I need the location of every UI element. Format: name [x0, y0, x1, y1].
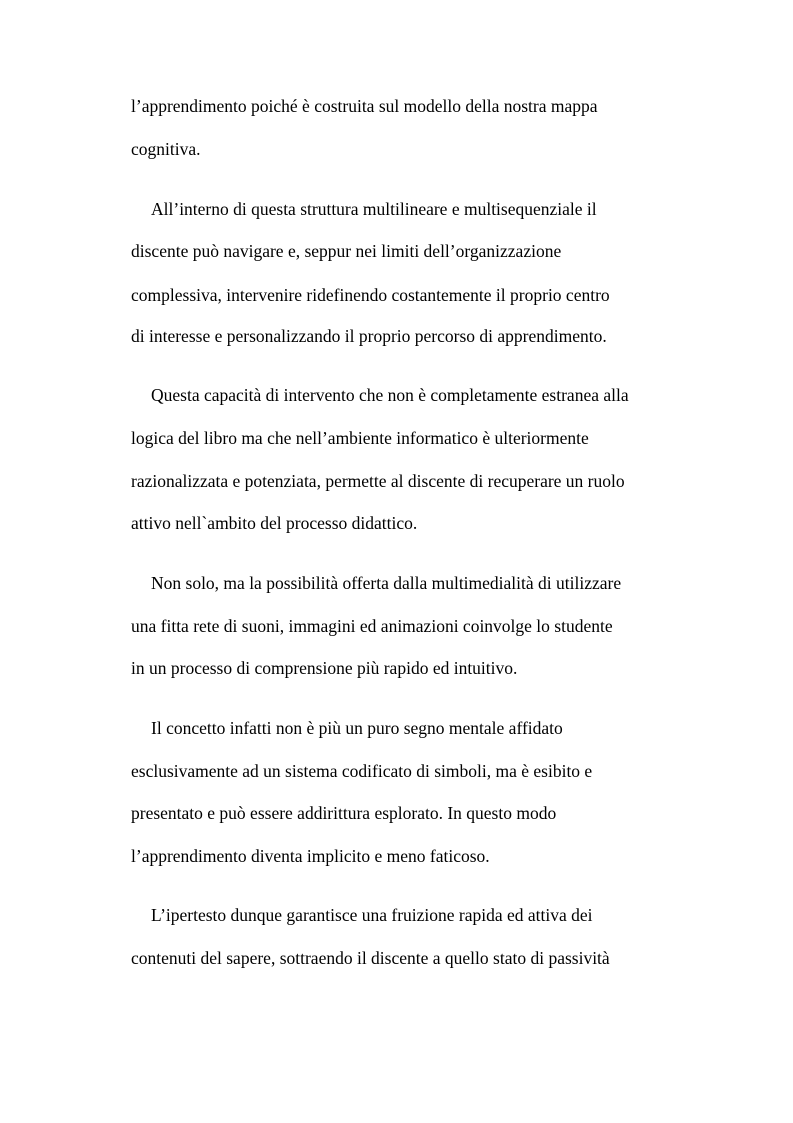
text-line: di interesse e personalizzando il proprio percorso di apprendimento. — [131, 326, 607, 346]
text-line: Il concetto infatti non è più un puro segno mentale affidato — [151, 718, 563, 738]
text-line: cognitiva. — [131, 139, 201, 159]
text-line: Questa capacità di intervento che non è completamente estranea alla — [151, 385, 629, 405]
text-line: discente può navigare e, seppur nei limiti dell’organizzazione — [131, 241, 562, 261]
text-line: presentato e può essere addirittura esplorato. In questo modo — [131, 803, 557, 823]
text-line: attivo nell`ambito del processo didattico. — [131, 513, 418, 533]
text-line: in un processo di comprensione più rapido ed intuitivo. — [131, 658, 518, 678]
text-line: logica del libro ma che nell’ambiente informatico è ulteriormente — [131, 428, 589, 448]
text-line: complessiva, intervenire ridefinendo costantemente il proprio centro — [131, 285, 610, 305]
text-line: l’apprendimento poiché è costruita sul modello della nostra mappa — [131, 96, 598, 116]
text-line: contenuti del sapere, sottraendo il discente a quello stato di passività — [131, 948, 610, 968]
text-line: una fitta rete di suoni, immagini ed animazioni coinvolge lo studente — [131, 616, 613, 636]
text-line: esclusivamente ad un sistema codificato di simboli, ma è esibito e — [131, 761, 593, 781]
text-line: All’interno di questa struttura multilineare e multisequenziale il — [151, 199, 597, 219]
text-line: L’ipertesto dunque garantisce una fruizione rapida ed attiva dei — [151, 905, 593, 925]
text-line: l’apprendimento diventa implicito e meno faticoso. — [131, 846, 490, 866]
text-line: Non solo, ma la possibilità offerta dalla multimedialità di utilizzare — [151, 573, 622, 593]
text-line: razionalizzata e potenziata, permette al discente di recuperare un ruolo — [131, 471, 625, 491]
